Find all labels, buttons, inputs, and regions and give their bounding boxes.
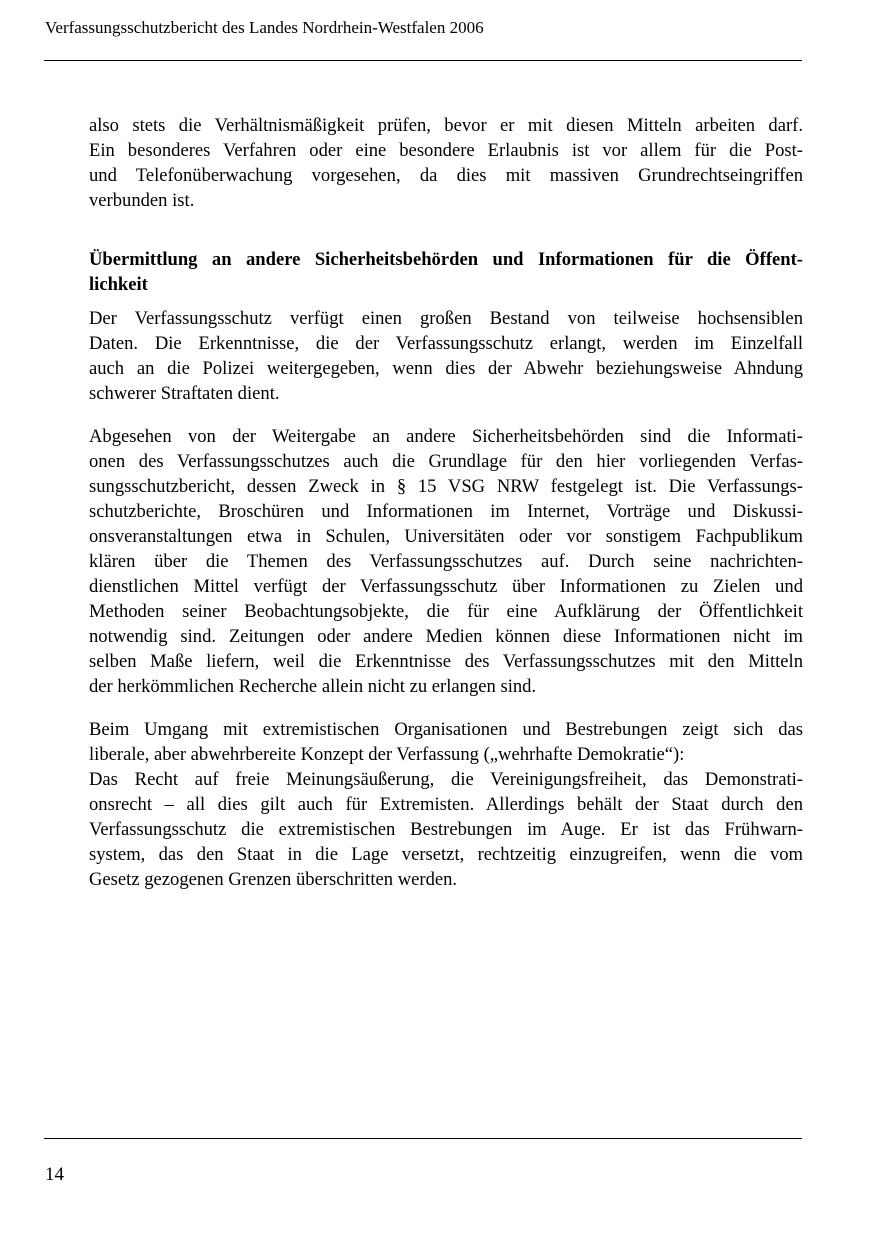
text-line: Abgesehen von der Weitergabe an andere Sicherheitsbehörden sind die Informati- xyxy=(89,426,803,447)
running-header-title: Verfassungsschutzbericht des Landes Nordrhein-Westfalen 2006 xyxy=(45,18,484,37)
text-line: liberale, aber abwehrbereite Konzept der Verfassung („wehrhafte Demokratie“): xyxy=(89,744,685,765)
heading-line: Übermittlung an andere Sicherheitsbehörden und Informationen für die Öffent- xyxy=(89,249,803,270)
text-line: onsrecht – all dies gilt auch für Extremisten. Allerdings behält der Staat durch den xyxy=(89,794,803,815)
text-line: dienstlichen Mittel verfügt der Verfassungsschutz über Informationen zu Zielen und xyxy=(89,576,803,597)
text-line: sungsschutzbericht, dessen Zweck in § 15 VSG NRW festgelegt ist. Die Verfassungs- xyxy=(89,476,803,497)
header-rule xyxy=(44,60,802,61)
paragraph-public-information xyxy=(89,424,803,699)
text-line: Gesetz gezogenen Grenzen überschritten werden. xyxy=(89,869,458,890)
text-line: schwerer Straftaten dient. xyxy=(89,383,280,404)
page-number: 14 xyxy=(45,1164,64,1185)
text-line: Der Verfassungsschutz verfügt einen großen Bestand von teilweise hochsensiblen xyxy=(89,308,803,329)
text-line: onsveranstaltungen etwa in Schulen, Universitäten oder vor sonstigem Fachpublikum xyxy=(89,526,803,547)
text-line: Beim Umgang mit extremistischen Organisationen und Bestrebungen zeigt sich das xyxy=(89,719,803,740)
text-line: der herkömmlichen Recherche allein nicht zu erlangen sind. xyxy=(89,676,537,697)
text-line: Das Recht auf freie Meinungsäußerung, die Vereinigungsfreiheit, das Demonstrati- xyxy=(89,769,803,790)
section-heading xyxy=(89,247,803,297)
paragraph-proportionality xyxy=(89,113,803,213)
text-line: Verfassungsschutz die extremistischen Bestrebungen im Auge. Er ist das Frühwarn- xyxy=(89,819,803,840)
text-line: klären über die Themen des Verfassungsschutzes auf. Durch seine nachrichten- xyxy=(89,551,803,572)
text-line: onen des Verfassungsschutzes auch die Grundlage für den hier vorliegenden Verfas- xyxy=(89,451,803,472)
text-line: also stets die Verhältnismäßigkeit prüfen, bevor er mit diesen Mitteln arbeiten darf. xyxy=(89,115,803,136)
text-line: notwendig sind. Zeitungen oder andere Medien können diese Informationen nicht im xyxy=(89,626,803,647)
footer-rule xyxy=(44,1138,802,1139)
text-line: Daten. Die Erkenntnisse, die der Verfassungsschutz erlangt, werden im Einzelfall xyxy=(89,333,803,354)
text-line: system, das den Staat in die Lage versetzt, rechtzeitig einzugreifen, wenn die vom xyxy=(89,844,803,865)
heading-line: lichkeit xyxy=(89,274,148,295)
text-line: auch an die Polizei weitergegeben, wenn dies der Abwehr beziehungsweise Ahndung xyxy=(89,358,803,379)
paragraph-data-transfer xyxy=(89,306,803,406)
text-line: schutzberichte, Broschüren und Informationen im Internet, Vorträge und Diskussi- xyxy=(89,501,803,522)
text-line: selben Maße liefern, weil die Erkenntnisse des Verfassungsschutzes mit den Mitteln xyxy=(89,651,803,672)
text-line: verbunden ist. xyxy=(89,190,195,211)
page-body xyxy=(89,113,803,910)
text-line: Ein besonderes Verfahren oder eine besondere Erlaubnis ist vor allem für die Post- xyxy=(89,140,803,161)
text-line: Methoden seiner Beobachtungsobjekte, die für eine Aufklärung der Öffentlichkeit xyxy=(89,601,803,622)
paragraph-defensive-democracy xyxy=(89,717,803,892)
text-line: und Telefonüberwachung vorgesehen, da dies mit massiven Grundrechtseingriffen xyxy=(89,165,803,186)
